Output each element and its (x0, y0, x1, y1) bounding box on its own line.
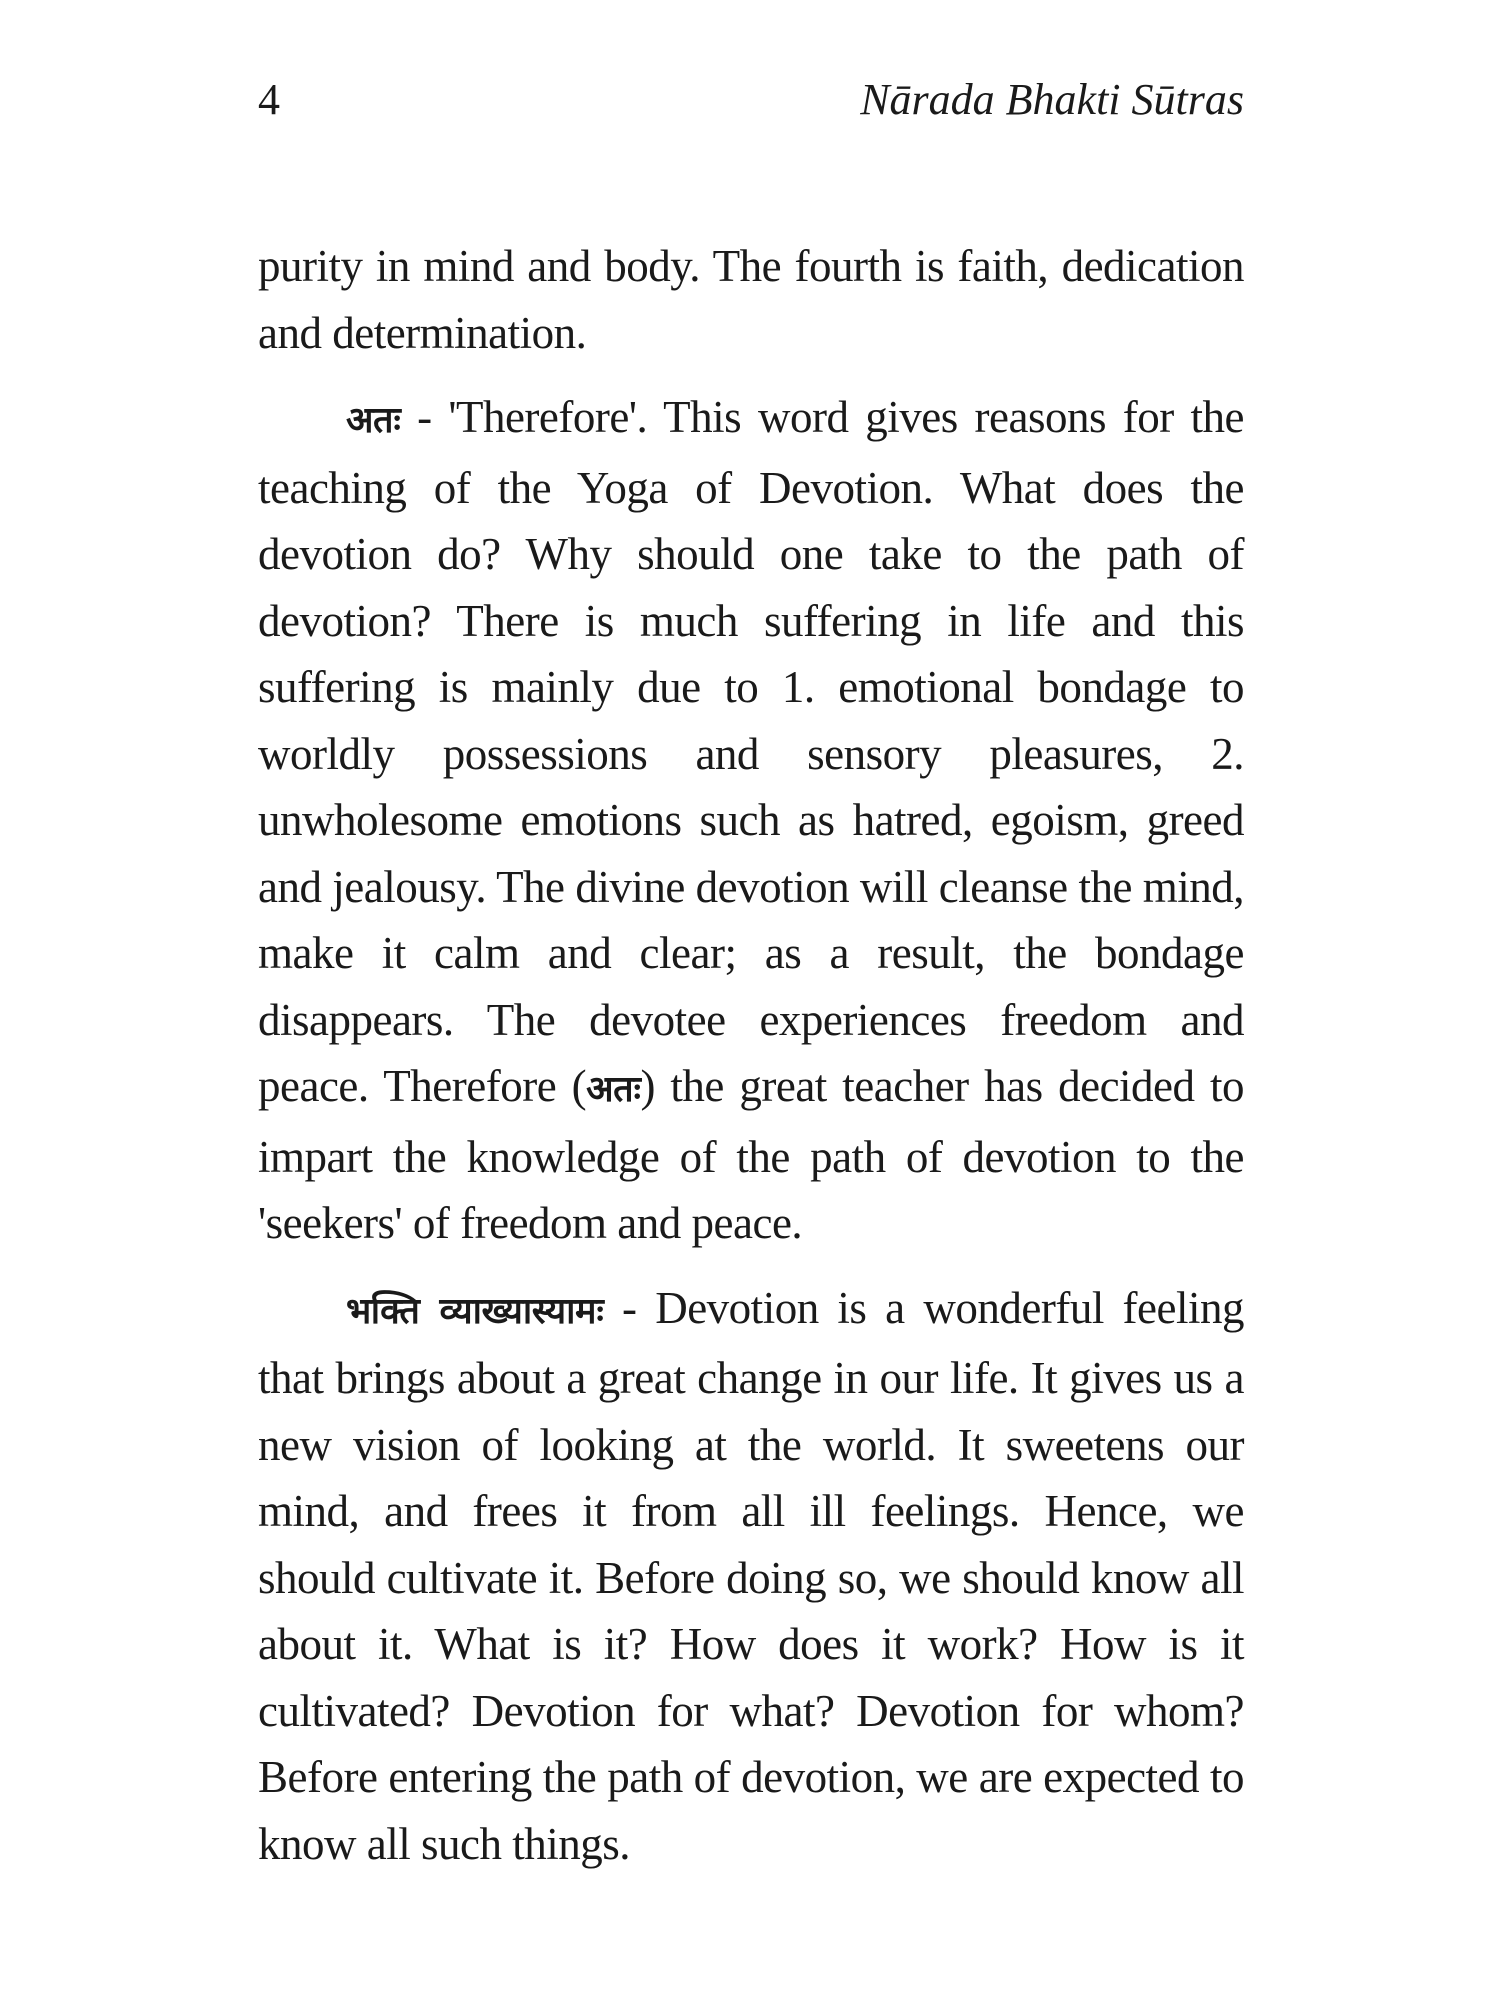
paragraph-continued: purity in mind and body. The fourth is faith, dedication and determination. (258, 241, 1244, 358)
page-number: 4 (258, 75, 280, 124)
paragraph-bhakti-text: - Devotion is a wonderful feeling that brings about a great change in our life. It gives us a new vision of looking at the world. It sweetens our mind, and frees it from all ill feelings. Hence, we should cultivate it. Before doing so, we should know all about it. What is it? How does it work? How is it cultivated? Devotion for what? Devotion for whom? Before entering the path of devotion, we are expected to know all such things. (258, 1282, 1244, 1869)
sanskrit-term-bhakti: भक्ति व्याख्यास्यामः (346, 1290, 604, 1332)
paragraph-atah-text-end: ) the great teacher has decided to impart the knowledge of the path of devotion to the 'seekers' of freedom and peace. (258, 1061, 1244, 1248)
body-text (258, 233, 1244, 1877)
paragraph-atah (258, 384, 1244, 1257)
sanskrit-term-atah-inline: अतः (586, 1069, 641, 1110)
paragraph-bhakti (258, 1275, 1244, 1878)
book-title: Nārada Bhakti Sūtras (860, 75, 1244, 124)
running-header (258, 70, 1244, 130)
paragraph-atah-text: - 'Therefore'. This word gives reasons for the teaching of the Yoga of Devotion. What does the devotion do? Why should one take to the path of devotion? There is much suffering in life and this suffering is mainly due to 1. emotional bondage to worldly possessions and sensory pleasures, 2. unwholesome emotions such as hatred, egoism, greed and jealousy. The divine devotion will cleanse the mind, make it calm and clear; as a result, the bondage disappears. The devotee experiences freedom and peace. Therefore ( (258, 392, 1244, 1111)
sanskrit-term-atah: अतः (346, 400, 401, 441)
